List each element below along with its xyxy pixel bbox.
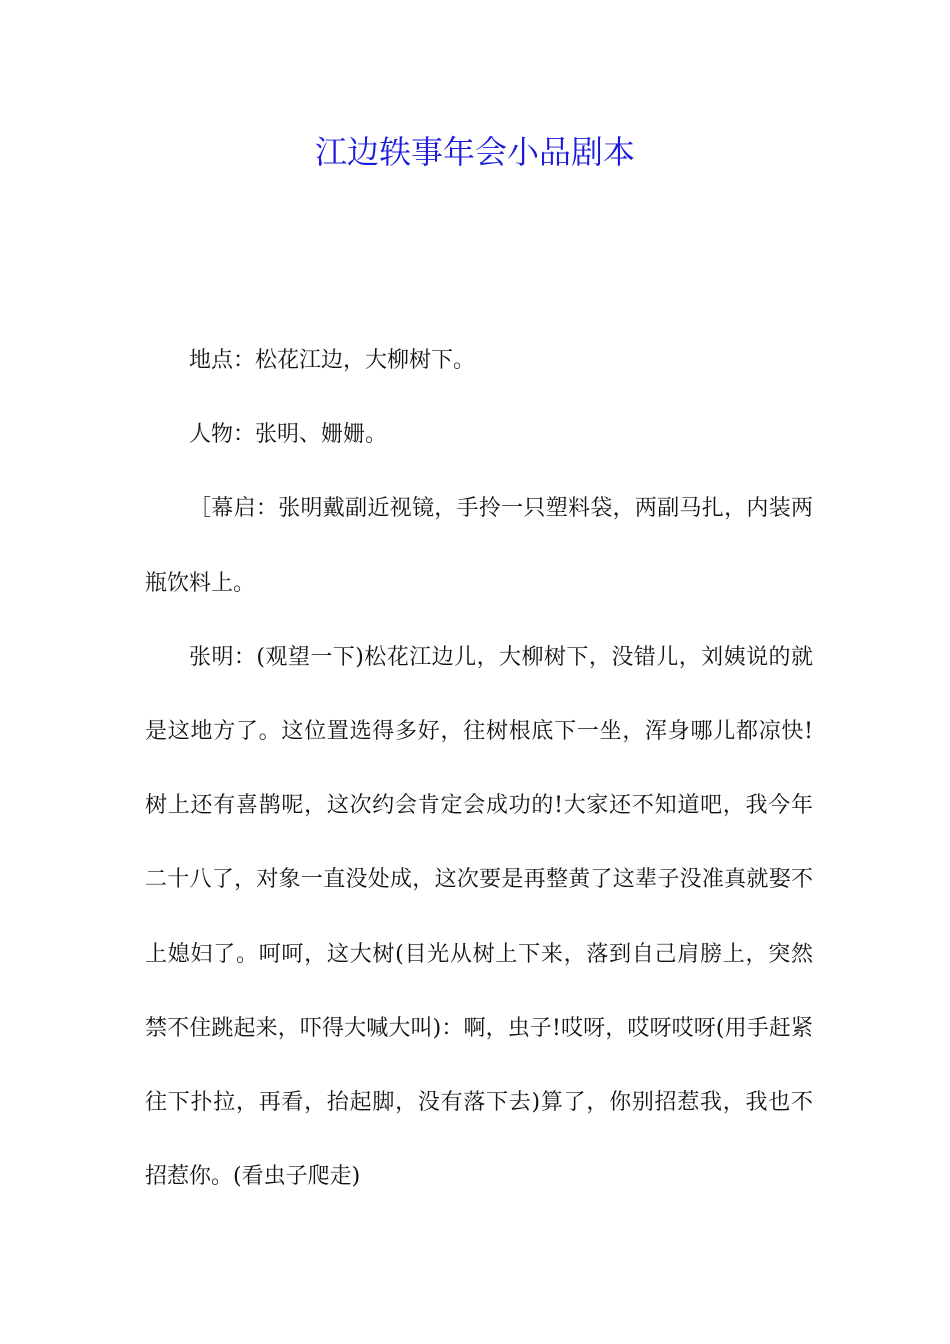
document-title: 江边轶事年会小品剧本	[314, 133, 635, 171]
paragraph-zhangming-monologue: 张明：(观望一下)松花江边儿，大柳树下，没错儿，刘姨说的就是这地方了。这位置选得多好，往树根底下一坐，浑身哪儿都凉快!树上还有喜鹊呢，这次约会肯定会成功的!大家还不知道吧，我今年二十八了，对象一直没处成，这次要是再整黄了这辈子没准真就娶不上媳妇了。呵呵，这大树(目光从树上下来，落到自己肩膀上，突然禁不住跳起来，吓得大喊大叫)：啊，虫子!哎呀，哎呀哎呀(用手赶紧往下扑拉，再看，抬起脚，没有落下去)算了，你别招惹我，我也不招惹你。(看虫子爬走)	[145, 644, 813, 1190]
paragraph-curtain-opens: ［幕启：张明戴副近视镜，手拎一只塑料袋，两副马扎，内装两瓶饮料上。	[145, 496, 813, 596]
paragraph-characters: 人物：张明、姗姗。	[189, 422, 388, 448]
document-body	[145, 324, 813, 1214]
paragraph-location: 地点：松花江边，大柳树下。	[189, 348, 476, 373]
